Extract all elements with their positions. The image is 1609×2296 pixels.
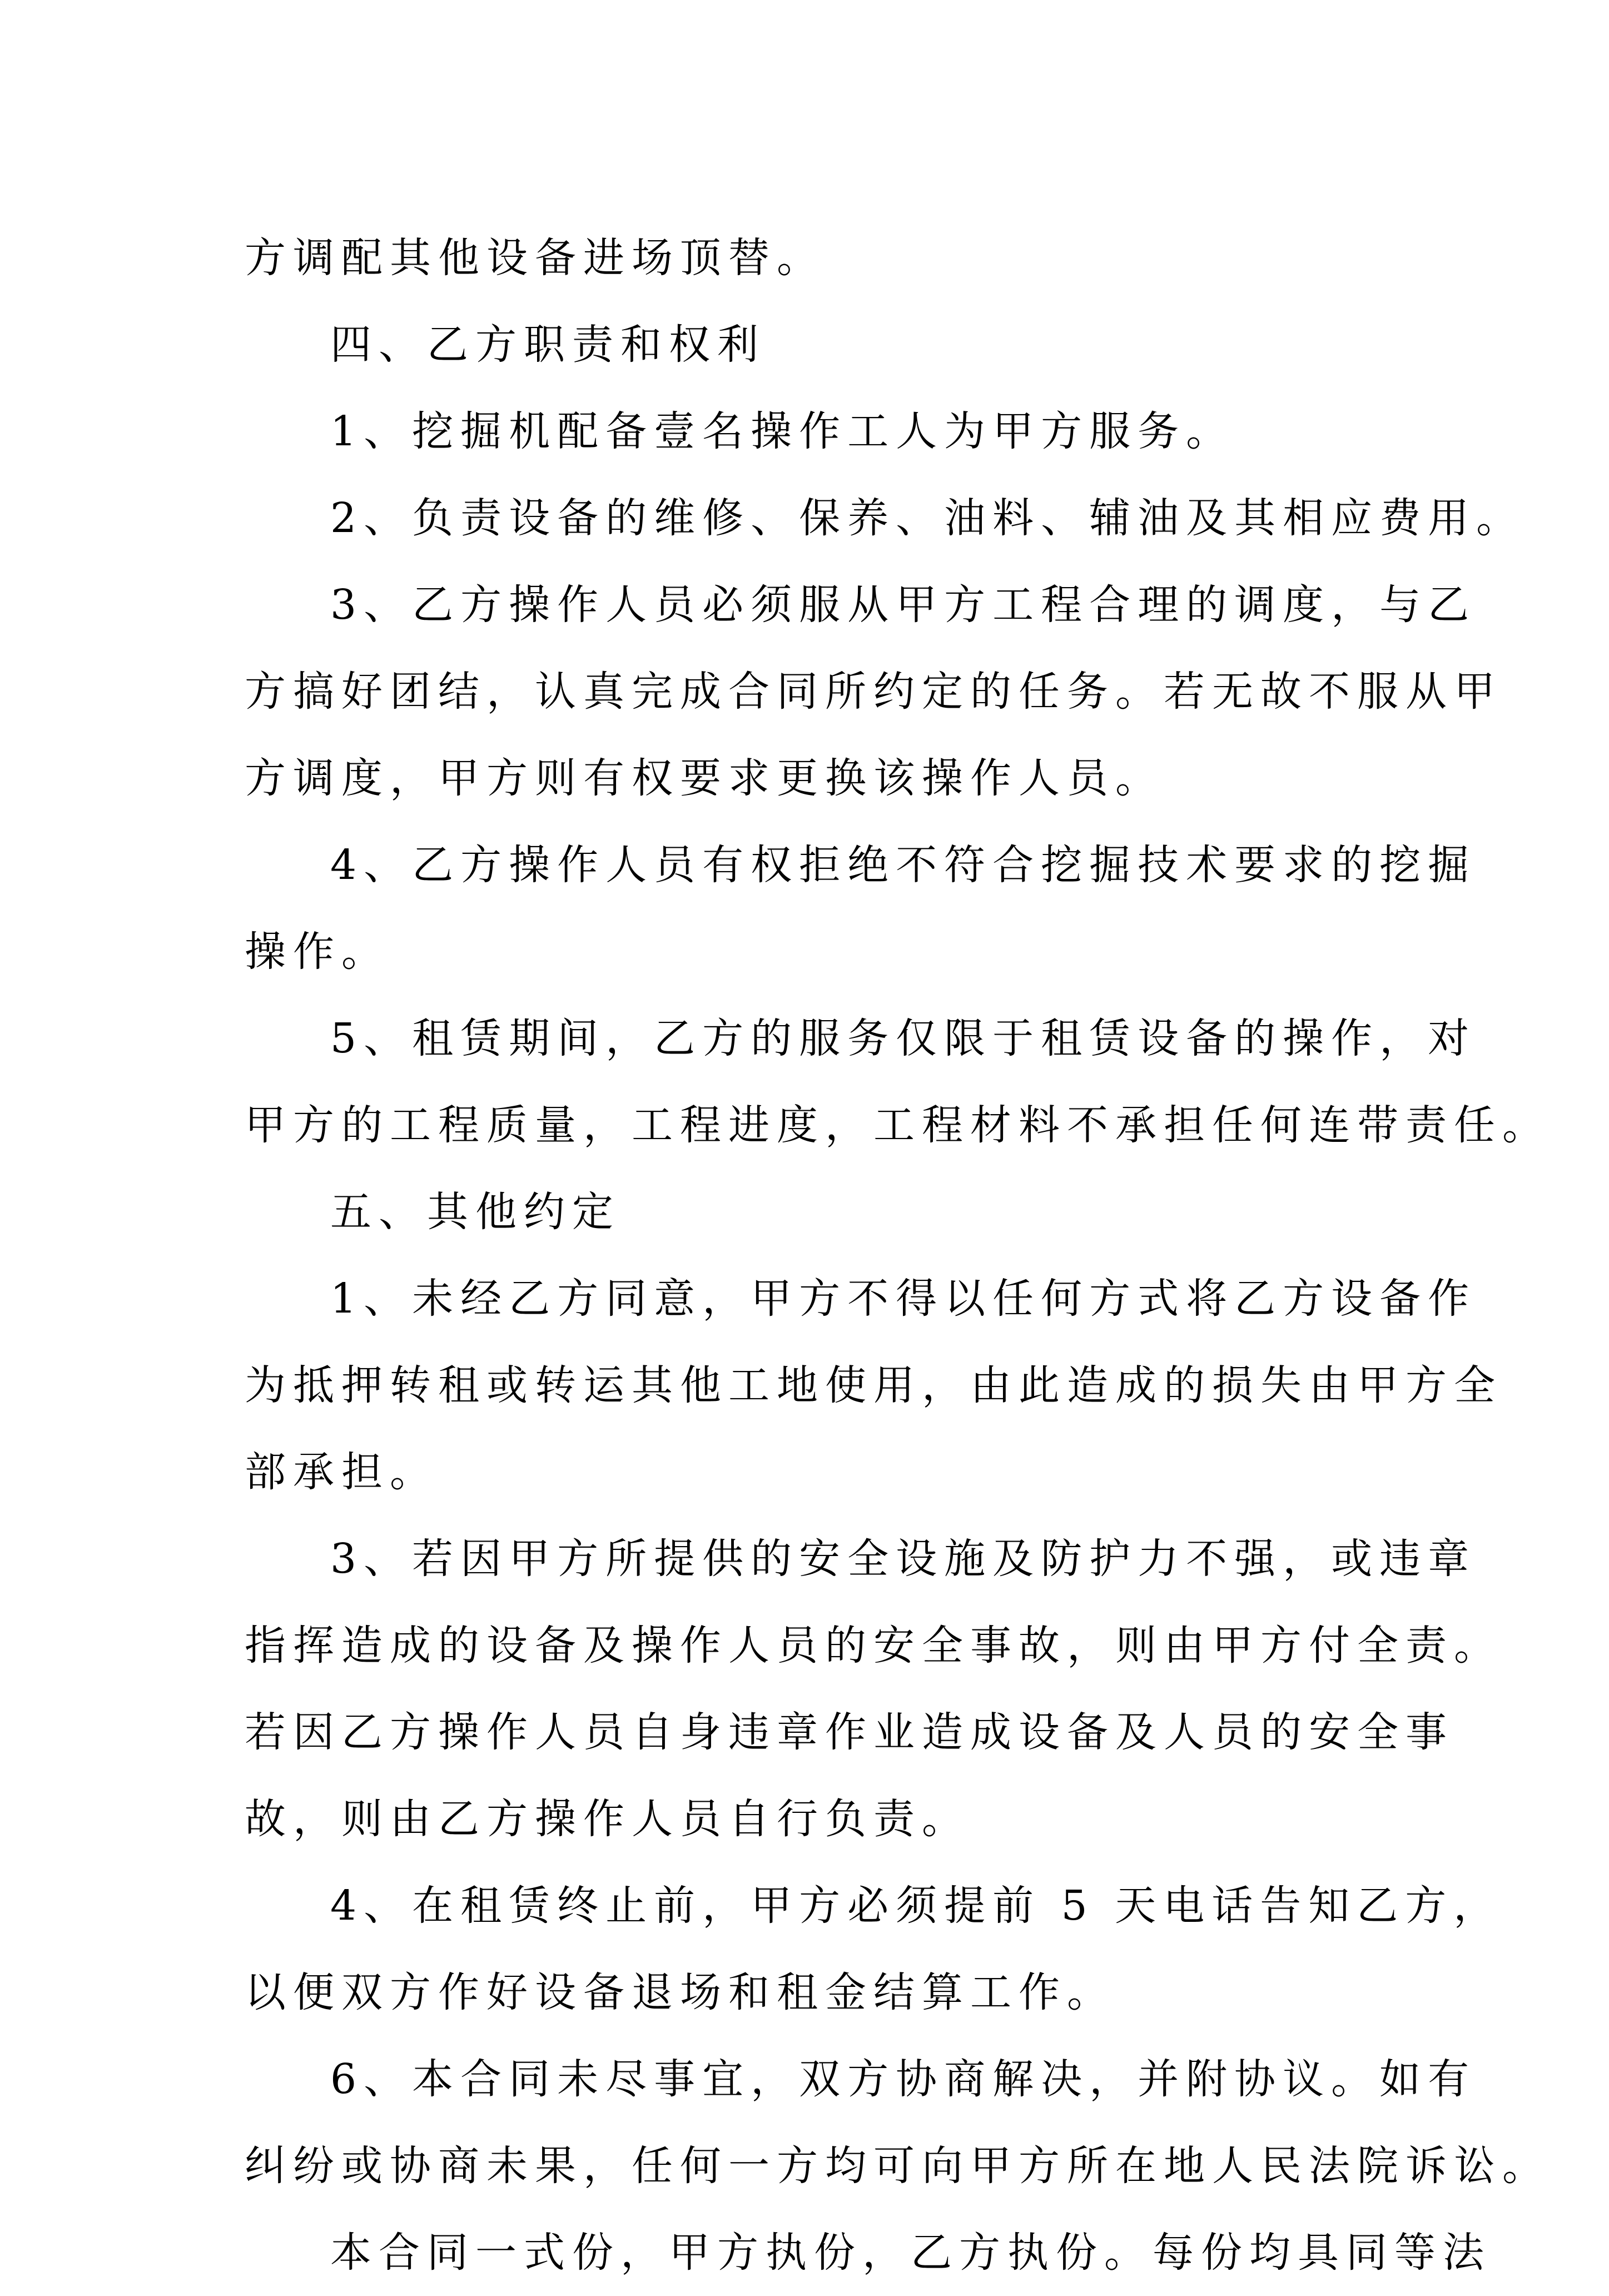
section-heading: 四、乙方职责和权利	[330, 321, 766, 369]
section-heading: 五、其他约定	[330, 1188, 620, 1236]
text-line: 方搞好团结，认真完成合同所约定的任务。若无故不服从甲	[245, 668, 1502, 715]
text-line: 方调配其他设备进场顶替。	[245, 234, 825, 282]
text-line: 本合同一式份，甲方执份，乙方执份。每份均具同等法	[330, 2229, 1491, 2277]
text-line: 以便双方作好设备退场和租金结算工作。	[245, 1969, 1115, 2016]
text-line: 指挥造成的设备及操作人员的安全事故，则由甲方付全责。	[245, 1622, 1502, 1669]
text-line: 方调度，甲方则有权要求更换该操作人员。	[245, 754, 1164, 802]
text-line: 3、若因甲方所提供的安全设施及防护力不强，或违章	[330, 1535, 1477, 1583]
text-line: 6、本合同未尽事宜，双方协商解决，并附协议。如有	[330, 2055, 1477, 2103]
text-line: 5、租赁期间，乙方的服务仅限于租赁设备的操作，对	[330, 1015, 1477, 1062]
text-line: 2、负责设备的维修、保养、油料、辅油及其相应费用。	[330, 494, 1525, 542]
text-line: 3、乙方操作人员必须服从甲方工程合理的调度，与乙	[330, 581, 1477, 629]
text-line: 4、在租赁终止前，甲方必须提前 5 天电话告知乙方，	[330, 1882, 1502, 1930]
text-line: 甲方的工程质量，工程进度，工程材料不承担任何连带责任。	[245, 1101, 1551, 1149]
text-line: 纠纷或协商未果，任何一方均可向甲方所在地人民法院诉讼。	[245, 2142, 1551, 2190]
text-line: 故，则由乙方操作人员自行负责。	[245, 1795, 970, 1843]
text-line: 1、未经乙方同意，甲方不得以任何方式将乙方设备作	[330, 1275, 1477, 1323]
text-line: 为抵押转租或转运其他工地使用，由此造成的损失由甲方全	[245, 1361, 1502, 1409]
text-line: 操作。	[245, 928, 390, 976]
text-line: 若因乙方操作人员自身违章作业造成设备及人员的安全事	[245, 1708, 1454, 1756]
text-line: 4、乙方操作人员有权拒绝不符合挖掘技术要求的挖掘	[330, 841, 1477, 889]
text-line: 部承担。	[245, 1448, 438, 1496]
text-line: 1、挖掘机配备壹名操作工人为甲方服务。	[330, 407, 1235, 455]
document-page	[245, 215, 1551, 2296]
